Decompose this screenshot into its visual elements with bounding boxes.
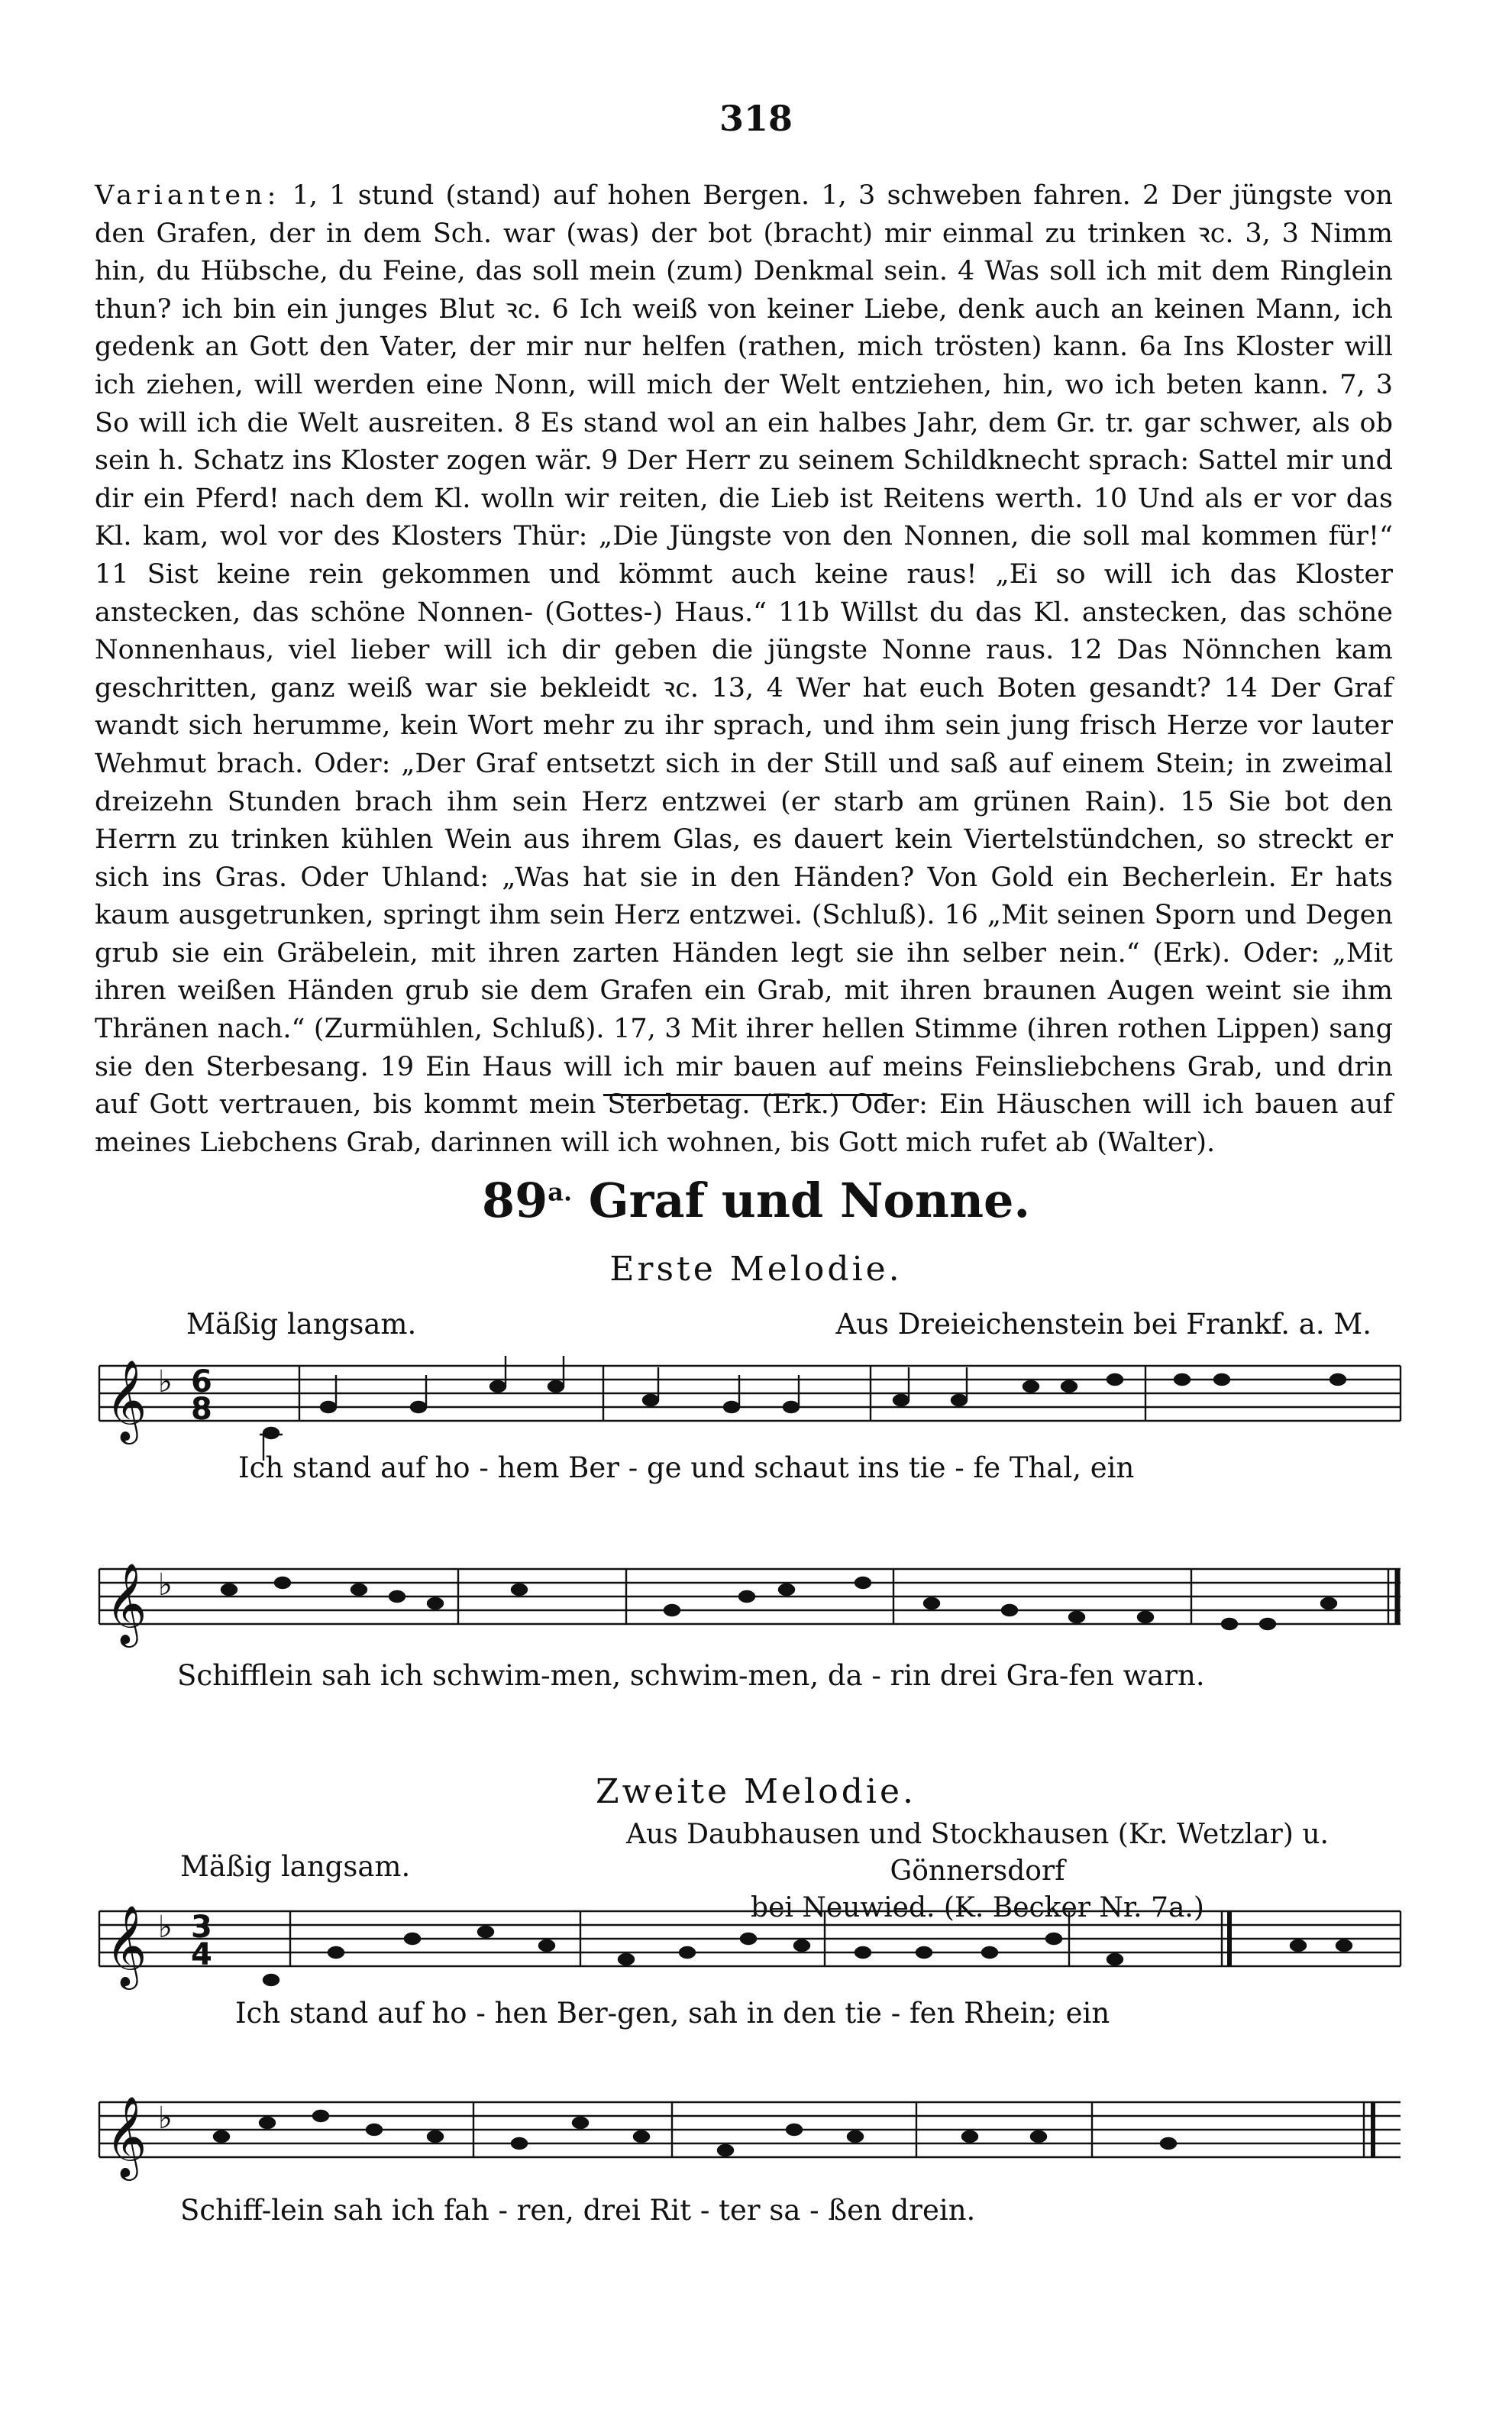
melody2-tempo: Mäßig langsam. — [180, 1850, 411, 1883]
notes-staff-1 — [260, 1356, 1346, 1461]
variants-text: 1, 1 stund (stand) auf hohen Bergen. 1, 3 schweben fahren. 2 Der jüngste von den Grafen, der in dem Sch. war (was) der bot (bracht) mir einmal zu trinken ꝛc. 3, 3 Nimm hin, du Hübsche, du Feine, das soll mein (zum) Denkmal sein. 4 Was soll ich mit dem Ringlein thun? ich bin ein junges Blut ꝛc. 6 Ich weiß von keiner Liebe, denk auch an keinen Mann, ich gedenk an Gott den Vater, der mir nur helfen (rathen, mich trösten) kann. 6a Ins Kloster will ich ziehen, will werden eine Nonn, will mich der Welt entziehen, hin, wo ich beten kann. 7, 3 So will ich die Welt ausreiten. 8 Es stand wol an ein halbes Jahr, dem Gr. tr. gar schwer, als ob sein h. Schatz ins Kloster zogen wär. 9 Der Herr zu seinem Schildknecht sprach: Sattel mir und dir ein Pferd! nach dem Kl. wolln wir reiten, die Lieb ist Reitens werth. 10 Und als er vor das Kl. kam, wol vor des Klosters Thür: „Die Jüngste von den Nonnen, die soll mal kommen für!“ 11 Sist keine rein gekommen und kömmt auch keine raus! „Ei so will ich das Kloster anstecken, das schöne Nonnen- (Gottes-) Haus.“ 11b Willst du das Kl. anstecken, das schöne Nonnenhaus, viel lieber will ich dir geben die jüngste Nonne raus. 12 Das Nönnchen kam geschritten, ganz weiß war sie bekleidt ꝛc. 13, 4 Wer hat euch Boten gesandt? 14 Der Graf wandt sich herumme, kein Wort mehr zu ihr sprach, und ihm sein jung frisch Herze vor lauter Wehmut brach. Oder: „Der Graf entsetzt sich in der Still und saß auf einem Stein; in zweimal dreizehn Stunden brach ihm sein Herz entzwei (er starb am grünen Rain). 15 Sie bot den Herrn zu trinken kühlen Wein aus ihrem Glas, es dauert kein Viertelstündchen, so streckt er sich ins Gras. Oder Uhland: „Was hat sie in den Händen? Von Gold ein Becherlein. Er hats kaum ausgetrunken, springt ihm sein Herz entzwei. (Schluß). 16 „Mit seinen Sporn und Degen grub sie ein Gräbelein, mit ihren zarten Händen legt sie ihn selber nein.“ (Erk). Oder: „Mit ihren weißen Händen grub sie dem Grafen ein Grab, mit ihren braunen Augen weint sie ihm Thränen nach.“ (Zurmühlen, Schluß). 17, 3 Mit ihrer hellen Stimme (ihren rothen Lippen) sang sie den Sterbesang. 19 Ein Haus will ich mir bauen auf meins Feinsliebchens Grab, und drin auf Gott vertrauen, bis kommt mein Sterbetag. (Erk.) Oder: Ein Häuschen will ich bauen auf meines Liebchens Grab, darinnen will ich wohnen, bis Gott mich rufet ab (Walter). — [95, 180, 1393, 1158]
staff-1-lines — [99, 1366, 1401, 1421]
treble-clef-3: 𝄞 — [105, 1904, 147, 1986]
treble-clef-2: 𝄞 — [105, 1562, 147, 1644]
key-flat-2: ♭ — [158, 1567, 173, 1603]
song-number: 89 — [481, 1173, 548, 1228]
notes-staff-3 — [263, 1926, 1352, 1985]
melody2-source-line1: Aus Daubhausen und Stockhausen (Kr. Wetzlar) u. Gönnersdorf — [626, 1819, 1329, 1887]
melody1-source: Aus Dreieichenstein bei Frankf. a. M. — [835, 1308, 1371, 1341]
melody2-lyrics-line2: Schiff-lein sah ich fah - ren, drei Rit - ter sa - ßen drein. — [180, 2194, 976, 2227]
time-bottom-1: 8 — [191, 1392, 212, 1427]
melody2-source — [550, 1816, 1405, 1926]
time-bottom-2: 4 — [191, 1937, 212, 1972]
notes-staff-2 — [221, 1577, 1336, 1629]
notes-staff-4 — [214, 2111, 1176, 2156]
key-flat-4: ♭ — [158, 2101, 173, 2136]
time-top-1: 6 — [191, 1364, 212, 1399]
melody2-source-line2: bei Neuwied. (K. Becker Nr. 7a.) — [751, 1892, 1204, 1923]
song-name: Graf und Nonne. — [588, 1173, 1031, 1228]
time-top-2: 3 — [191, 1910, 212, 1945]
treble-clef-4: 𝄞 — [105, 2095, 147, 2177]
staff-4-lines — [99, 2102, 1401, 2157]
melody1-tempo: Mäßig langsam. — [186, 1308, 417, 1341]
melody1-lyrics-line1: Ich stand auf ho - hem Ber - ge und schaut ins tie - fe Thal, ein — [238, 1451, 1135, 1484]
melody1-heading: Erste Melodie. — [609, 1250, 903, 1289]
key-flat-3: ♭ — [158, 1910, 173, 1945]
song-number-suffix: a. — [548, 1177, 573, 1207]
key-flat-1: ♭ — [158, 1364, 173, 1399]
melody2-lyrics-line1: Ich stand auf ho - hen Ber-gen, sah in den tie - fen Rhein; ein — [235, 1997, 1110, 2030]
treble-clef-1: 𝄞 — [105, 1359, 147, 1441]
page-number: 318 — [719, 98, 793, 139]
melody2-heading: Zweite Melodie. — [596, 1772, 916, 1811]
melody1-lyrics-line2: Schifflein sah ich schwim-men, schwim-men, da - rin drei Gra-fen warn. — [177, 1659, 1205, 1692]
variants-lead: Varianten: — [95, 180, 281, 211]
